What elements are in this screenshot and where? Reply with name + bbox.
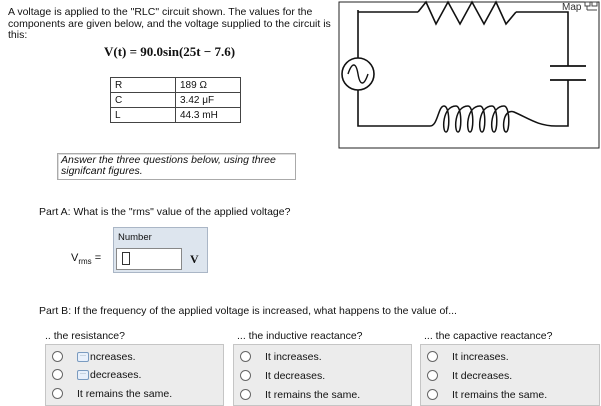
comment-icon: ···	[77, 352, 89, 362]
radio-button[interactable]	[427, 389, 438, 400]
resistance-heading: .. the resistance?	[45, 330, 125, 342]
component-name: C	[111, 93, 176, 108]
component-name: L	[111, 108, 176, 123]
capacitive-choices	[420, 344, 600, 406]
inductive-heading: ... the inductive reactance?	[237, 330, 363, 342]
inductive-option-same[interactable]	[240, 386, 360, 403]
part-a-label: Part A	[39, 206, 68, 218]
map-link[interactable]	[562, 1, 598, 13]
equation-lhs: V(t)	[104, 44, 127, 59]
option-label: ncreases.	[90, 350, 136, 363]
vrms-label	[71, 252, 101, 266]
capacitive-option-increases[interactable]	[427, 348, 509, 365]
comment-icon: ···	[77, 370, 89, 380]
option-label: It increases.	[452, 350, 509, 363]
vrms-equals: =	[94, 252, 102, 264]
radio-button[interactable]	[52, 351, 63, 362]
resistance-choices	[45, 344, 224, 406]
problem-intro: A voltage is applied to the "RLC" circuit shown. The values for the components are given below, and the voltage supplied to the circuit is this:	[8, 6, 331, 41]
capacitive-heading: ... the capactive reactance?	[424, 330, 553, 342]
part-b-label: Part B	[39, 305, 69, 317]
capacitive-option-same[interactable]	[427, 386, 547, 403]
vrms-main: V	[71, 252, 79, 264]
component-name: R	[111, 78, 176, 93]
inductive-choices	[233, 344, 412, 406]
equation-rhs: = 90.0sin(25t − 7.6)	[129, 44, 236, 59]
component-value: 3.42 μF	[176, 93, 241, 108]
instructions-box: Answer the three questions below, using three signifcant figures.	[57, 153, 296, 180]
option-label: decreases.	[90, 368, 142, 381]
component-value: 189 Ω	[176, 78, 241, 93]
option-label: It increases.	[265, 350, 322, 363]
part-a-question: Part A: What is the "rms" value of the applied voltage?	[39, 206, 291, 218]
resistance-option-increases[interactable]	[52, 348, 136, 365]
resistance-option-same[interactable]	[52, 385, 172, 402]
number-label: Number	[118, 232, 152, 243]
inductive-option-increases[interactable]	[240, 348, 322, 365]
option-label: It decreases.	[452, 369, 513, 382]
option-label: It remains the same.	[265, 388, 361, 401]
radio-button[interactable]	[427, 370, 438, 381]
radio-button[interactable]	[52, 369, 63, 380]
radio-button[interactable]	[240, 389, 251, 400]
rlc-circuit-diagram	[338, 0, 601, 150]
option-label: It decreases.	[265, 369, 326, 382]
option-label: It remains the same.	[77, 387, 173, 400]
table-row	[111, 108, 241, 123]
component-value: 44.3 mH	[176, 108, 241, 123]
text-cursor	[122, 252, 130, 265]
table-row	[111, 78, 241, 93]
map-label[interactable]: Map	[562, 2, 582, 13]
component-table	[110, 77, 241, 123]
resistance-option-decreases[interactable]	[52, 366, 141, 383]
radio-button[interactable]	[52, 388, 63, 399]
unit-label: V	[190, 252, 199, 266]
radio-button[interactable]	[240, 370, 251, 381]
radio-button[interactable]	[427, 351, 438, 362]
part-a-text: What is the "rms" value of the applied voltage?	[73, 206, 291, 218]
radio-button[interactable]	[240, 351, 251, 362]
part-b-question: Part B: If the frequency of the applied voltage is increased, what happens to the value of...	[39, 305, 457, 317]
part-b-text: If the frequency of the applied voltage is increased, what happens to the value of...	[74, 305, 457, 317]
capacitive-option-decreases[interactable]	[427, 367, 512, 384]
map-icon[interactable]	[584, 1, 598, 11]
voltage-equation	[104, 44, 235, 60]
table-row	[111, 93, 241, 108]
option-label: It remains the same.	[452, 388, 548, 401]
vrms-sub: rms	[78, 257, 92, 267]
inductive-option-decreases[interactable]	[240, 367, 325, 384]
